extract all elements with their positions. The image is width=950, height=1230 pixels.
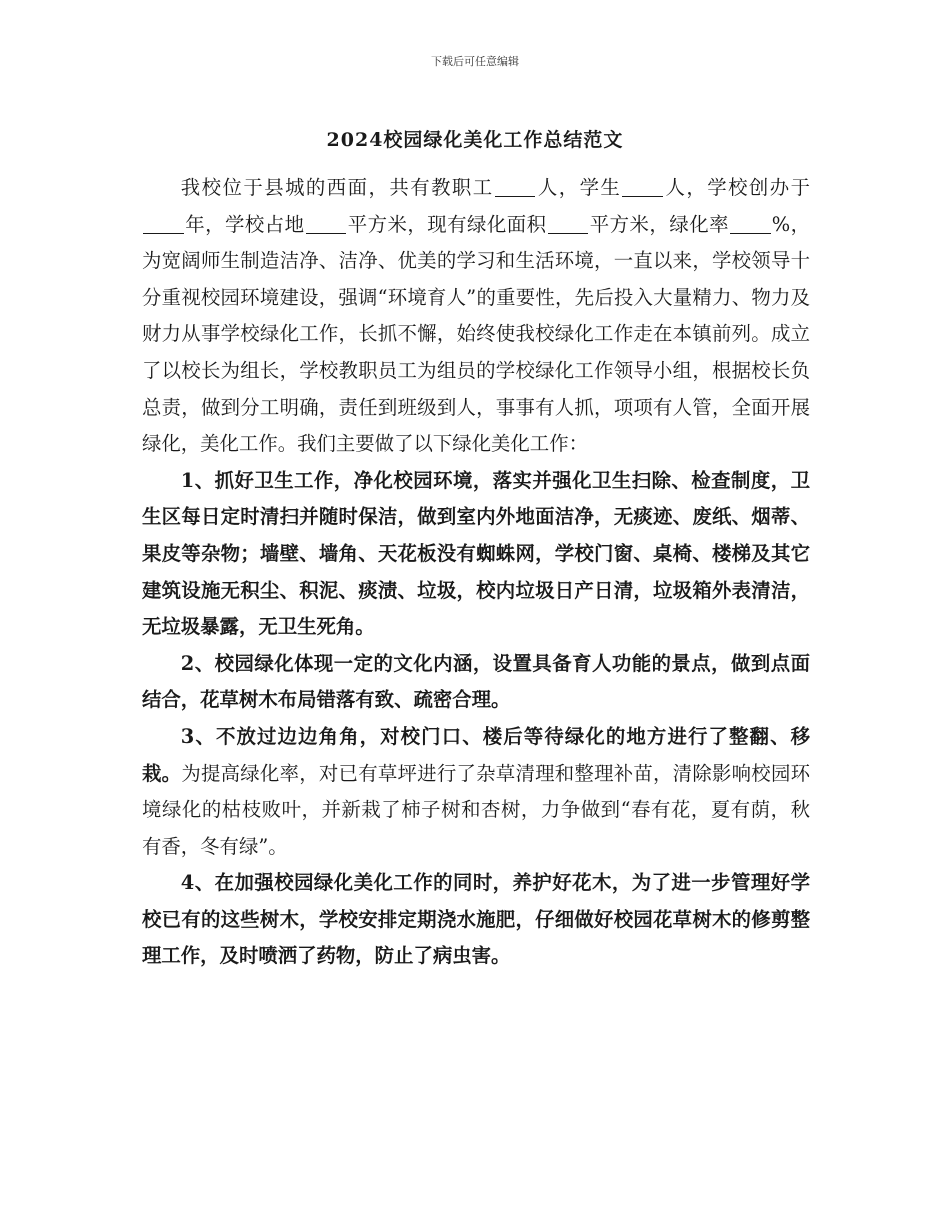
intro-text-6: 平方米，绿化率 — [589, 212, 729, 236]
blank-line — [730, 213, 771, 233]
intro-text-2: 人，学生 — [536, 176, 622, 199]
item-2-paragraph: 2、校园绿化体现一定的文化内涵，设置具备育人功能的景点，做到点面结合，花草树木布局错落有致、疏密合理。 — [142, 651, 810, 712]
item-3-normal-text: 为提高绿化率，对已有草坪进行了杂草清理和整理补苗，清除影响校园环境绿化的枯枝败叶，并新栽了柿子树和杏树，力争做到“春有花，夏有荫，秋有香，冬有绿”。 — [142, 761, 811, 858]
intro-text-5: 平方米，现有绿化面积 — [347, 212, 547, 236]
intro-text-3: 人，学校创办于 — [664, 176, 811, 199]
document-title: 2024校园绿化美化工作总结范文 — [326, 129, 624, 151]
intro-text-1: 我校位于县城的西面，共有教职工 — [180, 176, 494, 199]
blank-line — [495, 177, 536, 197]
page-header: 下载后可任意编辑 — [431, 55, 519, 68]
item-3-bold-text: 3、不放过边边角角，对校门口、楼后等待绿化的地方进行了整翻、移栽。 — [142, 724, 810, 785]
intro-text-7: %，为宽阔师生制造洁净、洁净、优美的学习和生活环境，一直以来，学校领导十分重视校园环境建设，强调“环境育人”的重要性，先后投入大量精力、物力及财力从事学校绿化工作，长抓不懈，始终使我校绿化工作走在本镇前列。成立了以校长为组长，学校教职员工为组员的学校绿化工作领导小组，根据校长负总责，做到分工明确，责任到班级到人，事事有人抓，项项有人管，全面开展绿化，美化工作。我们主要做了以下绿化美化工作： — [142, 212, 811, 456]
item-4-paragraph: 4、在加强校园绿化美化工作的同时，养护好花木，为了进一步管理好学校已有的这些树木，学校安排定期浇水施肥，仔细做好校园花草树木的修剪整理工作，及时喷洒了药物，防止了病虫害。 — [142, 871, 810, 968]
blank-line — [306, 213, 347, 233]
blank-line — [143, 213, 184, 233]
blank-line — [548, 213, 589, 233]
intro-text-4: 年，学校占地 — [184, 212, 305, 236]
document-body — [142, 170, 810, 975]
item-1-paragraph: 1、抓好卫生工作，净化校园环境，落实并强化卫生扫除、检查制度，卫生区每日定时清扫并随时保洁，做到室内外地面洁净，无痰迹、废纸、烟蒂、果皮等杂物；墙壁、墙角、天花板没有蜘蛛网，学校门窗、桌椅、楼梯及其它建筑设施无积尘、积泥、痰渍、垃圾，校内垃圾日产日清，垃圾箱外表清洁，无垃圾暴露，无卫生死角。 — [142, 468, 810, 639]
item-3-paragraph — [142, 719, 810, 865]
blank-line — [622, 177, 663, 197]
intro-paragraph — [142, 170, 810, 463]
